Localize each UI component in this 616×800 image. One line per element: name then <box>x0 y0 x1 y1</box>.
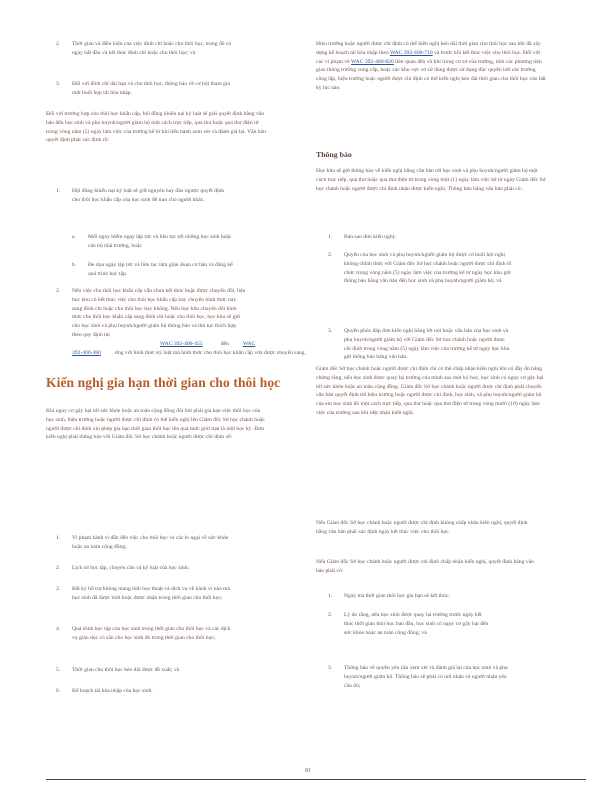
list-number: 1. <box>56 188 61 194</box>
list-text: Kế hoạch tái hòa nhập của học sinh. <box>72 688 153 694</box>
list-text: Quyền phúc đáp đơn kiến nghị bằng lời nói hoặc văn bản của học sinh và phụ huynh/người giám hộ với Giám đốc Sở học chánh hoặc người được chỉ định trong vòng năm (5) ngày làm việc của trường kể từ ngày học khu gửi thông báo bằng văn bản. <box>344 328 510 361</box>
list-text: Bản sao đơn kiến nghị; <box>344 234 396 240</box>
paragraph-text: Hiệu trưởng hoặc người được chỉ định có thể kiến nghị kéo dài thời gian cho thôi học sau khi đã xây dựng kế hoạch tái hòa nhập theo <box>316 41 541 56</box>
list-text: Đe dọa ngay lập tức và liên tục làm gián đoạn cơ bản và đáng kể quá trình học tập. <box>88 262 233 277</box>
list-number: 3. <box>56 81 61 87</box>
list-text: Ngày mà thời gian thôi học gia hạn sẽ kết thúc; <box>344 593 450 599</box>
list-number: 2. <box>328 612 333 618</box>
list-number: 2. <box>56 565 61 571</box>
list-text: Mối nguy hiểm ngay lập tức và liên tục tới những học sinh hoặc cán bộ nhà trường, hoặc <box>88 234 232 249</box>
paragraph-text: liên quan đến vũ khí trong cơ sở của trường, trên các phương tiện giao thông trường cung cấp, hoặc các khu vực cơ sở dùng được sử dụng độc quyền bởi các trường công lập, hiệu trưởng hoặc người được chỉ định có thể kiến nghị kéo dài thời gian cho thôi học vào bất kỳ lúc nào. <box>316 58 546 91</box>
list-number: 2. <box>328 252 333 258</box>
list-text: Lý do rằng, nếu học sinh được quay lại trường trước ngày kết thúc thời gian thôi học ban đầu, học sinh có nguy cơ gây hại đến sức khỏe hoặc an toàn cộng đồng; và <box>344 612 489 636</box>
wac-link[interactable]: WAC 392-400- <box>351 58 386 65</box>
list-number: a. <box>72 234 76 240</box>
list-text: Thời gian cho thôi học kéo dài được đề xuất; và <box>72 667 180 673</box>
list-number: 4. <box>56 626 61 632</box>
link-line <box>72 340 312 349</box>
paragraph-text: và trước khi kết thúc việc cho thôi học. Đối với các vi phạm về <box>316 49 541 65</box>
footer-rule <box>46 779 586 780</box>
list-number: 2. <box>56 288 61 294</box>
paragraph: Học khu sẽ gửi thông báo về kiến nghị bằng văn bản tới học sinh và phụ huynh/người giám hộ một cách trực tiếp, qua thư hoặc qua thư điện tử trong vòng một (1) ngày làm việc kể từ ngày Giám đốc Sở học chánh hoặc người được chỉ định nhận được kiến nghị. Thông báo bằng văn bản phải có: <box>316 168 546 192</box>
list-number: 5. <box>56 667 61 673</box>
list-number: 1. <box>56 535 61 541</box>
list-number: 3. <box>56 586 61 592</box>
paragraph: Đối với trường hợp cho thôi học khẩn cấp, hội đồng khiếu nại kỷ luật sẽ giải quyết định bằng văn bản đến học sinh và phụ huynh/người giám hộ một cách trực tiếp, qua thư hoặc qua thư điện tử trong vòng năm (5) ngày làm việc của trường kể từ khi tiến hành xem xét và đánh giá lại. Văn bản quyết định phải xác định rõ: <box>46 111 266 144</box>
wac-link[interactable]: WAC 392-400-455 <box>160 341 203 347</box>
list-number: 3. <box>328 665 333 671</box>
list-text: Thời gian và điều kiện của việc đình chỉ hoặc cho thôi học, trong đó có ngày bắt đầu và kết thúc đình chỉ hoặc cho thôi học; và <box>72 41 232 56</box>
wac-link[interactable]: 820 <box>385 58 394 65</box>
wac-link[interactable]: WAC <box>242 341 256 347</box>
section-heading: Kiến nghị gia hạn thời gian cho thôi học <box>46 375 281 390</box>
list-text: Vi phạm hành vi dẫn đến việc cho thôi học và các lo ngại về sức khỏe hoặc an toàn cộng đồng; <box>72 535 229 550</box>
list-number: 1. <box>328 234 333 240</box>
wac-link[interactable]: WAC 392-400-710 <box>389 49 433 56</box>
paragraph: Khi nguy cơ gây hại tới sức khỏe hoặc an toàn cộng đồng đòi hỏi phải gia hạn việc thôi học của học sinh, hiệu trưởng hoặc người được chỉ định có thể kiến nghị lên Giám đốc Sở học chánh hoặc người được chỉ định xin phép gia hạn thời gian thôi học lên quá mức giới hạn là một học kỳ. Đơn kiến nghị phải thông báo với Giám đốc Sở học chánh hoặc người được chỉ định về: <box>46 408 265 441</box>
list-text: Nếu việc cho thôi học khẩn cấp vẫn chưa kết thúc hoặc được chuyển đổi, liệu học khu có kết thúc việc cho thôi học khẩn cấp hay chuyển hình thức này sang đình chỉ hoặc cho thôi học hay không. Nếu học khu chuyển đổi hình thức cho thôi học khẩn cấp sang đình chỉ hoặc cho thôi học, học khu sẽ gửi cho học sinh và phụ huynh/người giám hộ thông báo và thủ tục thích hợp theo quy định tại <box>72 288 246 338</box>
wac-link[interactable]: 392-400-480 <box>72 350 101 356</box>
paragraph <box>316 40 546 93</box>
list-text: Hội đồng khiếu nại kỷ luật sẽ giữ nguyên hay đảo ngược quyết định cho thôi học khẩn cấp của học sinh để trao cho người khác. <box>72 188 225 203</box>
list-text: Lịch sử học tập, chuyên cần và kỷ luật của học sinh; <box>72 565 190 571</box>
list-number: 6. <box>56 688 61 694</box>
link-connector: đến <box>220 341 229 347</box>
paragraph: Giám đốc Sở học chánh hoặc người được chỉ định chỉ có thể chấp nhận kiến nghị khi có đầy đủ bằng chứng rằng, nếu học sinh được quay lại trường của mình sau một kỳ học, học sinh có nguy cơ gây hại tới sức khỏe hoặc an toàn cộng đồng. Giám đốc Sở học chánh hoặc người được chỉ định phải chuyển văn bản quyết định tới hiệu trưởng hoặc người được chỉ định, học sinh, và phụ huynh/người giám hộ của em học sinh đó một cách trực tiếp, qua thư hoặc qua thư điện tử trong vòng mười (10) ngày làm việc của trường sau khi tiếp nhận kiến nghị. <box>316 366 544 416</box>
link-line <box>72 349 312 358</box>
subheading: Thông báo <box>316 150 352 159</box>
list-text: Quyền của học sinh và phụ huynh/người giám hộ được có buổi hội nghị không chính thức với Giám đốc Sở học chánh hoặc người được chỉ định tổ chức trong vòng năm (5) ngày làm việc của trường kể từ ngày học khu gửi thông báo bằng văn bản đến học sinh và phụ huynh/người giám hộ; và <box>344 252 512 285</box>
list-text: Thông báo về quyền yêu cầu xem xét và đánh giá lại của học sinh và phụ huynh/người giám hộ. Thông báo sẽ phải có nơi nhận và người nhận yêu cầu đó; <box>344 665 508 689</box>
list-number: 2. <box>56 41 61 47</box>
list-text: Đối với đình chỉ dài hạn và cho thôi học, thông báo về cơ hội tham gia một buổi họp tái hòa nhập. <box>72 81 231 96</box>
paragraph: Nếu Giám đốc Sở học chánh hoặc người được chỉ định chấp nhận kiến nghị, quyết định bằng văn bản phải có: <box>316 559 534 574</box>
page-number: 81 <box>305 768 311 774</box>
list-number: b. <box>72 262 77 268</box>
list-text: Quá trình học tập của học sinh trong thời gian cho thôi học và các dịch vụ giáo dục có sẵn cho học sinh đó trong thời gian cho thôi học; <box>72 626 231 641</box>
list-text: Bất kỳ hỗ trợ không mang tính học thuật và dịch vụ về hành vi nào mà học sinh đã được mời hoặc được nhận trong thời gian cho thôi học; <box>72 586 230 601</box>
list-number: 3. <box>328 328 333 334</box>
paragraph: Nếu Giám đốc Sở học chánh hoặc người được chỉ định không chấp nhận kiến nghị, quyết định bằng văn bản phải xác định ngày kết thúc việc cho thôi học. <box>316 520 528 535</box>
list-text: ứng với hình thức kỷ luật mà hình thức cho thôi học khẩn cấp vừa được chuyển sang. <box>114 350 306 356</box>
list-number: 1. <box>328 593 333 599</box>
